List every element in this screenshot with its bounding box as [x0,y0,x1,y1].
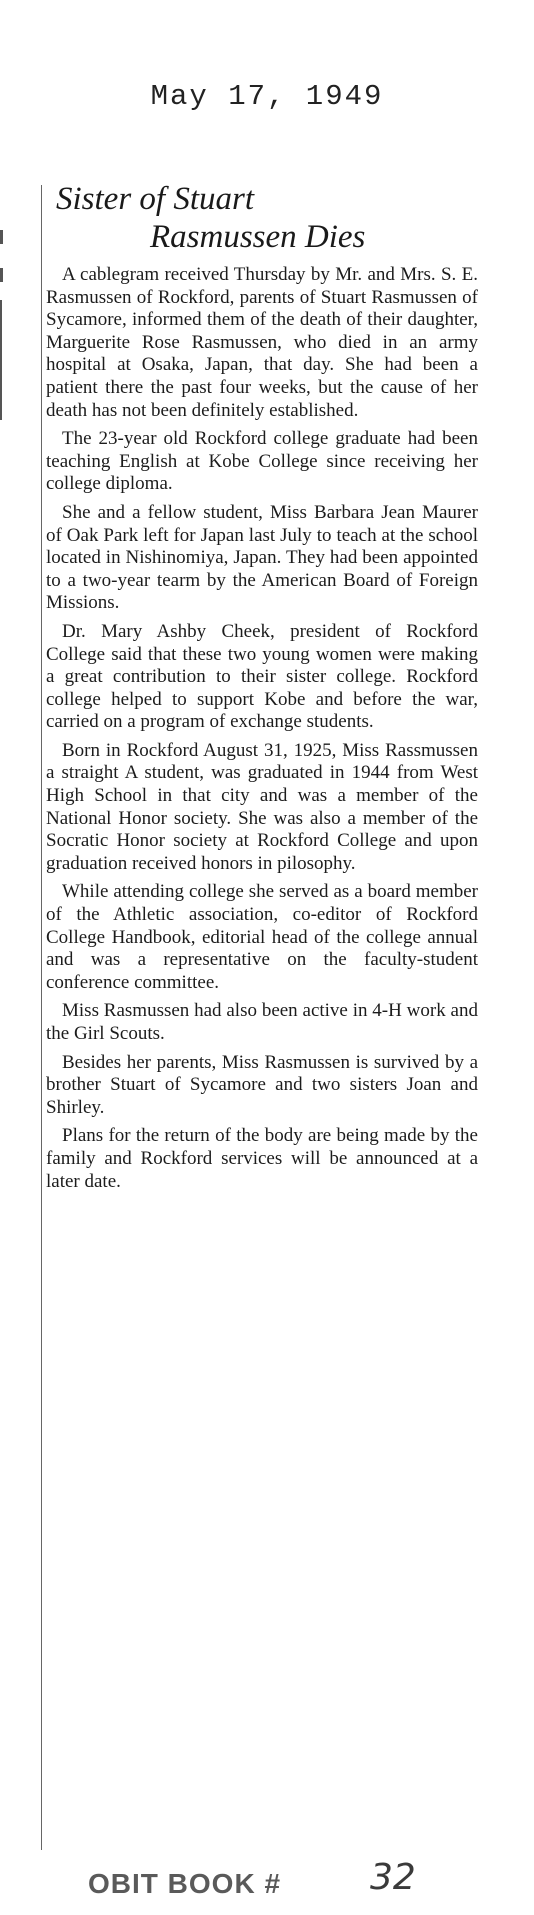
paragraph: While attending college she served as a board member of the Athletic association, co-editor of Rockford College Handbook, editorial head of the college annual and was a representative on the faculty-student conference committee. [46,881,478,993]
headline-line-2: Rasmussen Dies [150,219,366,255]
headline-line-1: Sister of Stuart [56,181,255,217]
article-body [46,264,478,1193]
newspaper-clipping [46,180,478,1199]
column-rule [41,185,42,1850]
clipping-date: May 17, 1949 [150,80,384,113]
paragraph: Dr. Mary Ashby Cheek, president of Rockford College said that these two young women were making a great contribution to their sister college. Rockford college helped to support Kobe and before the war, carried on a program of exchange students. [46,620,478,733]
scan-edge-mark [0,230,3,244]
paragraph: Miss Rasmussen had also been active in 4-H work and the Girl Scouts. [46,1000,478,1044]
paragraph: Plans for the return of the body are being made by the family and Rockford services will be announced at a later date. [46,1125,478,1192]
obit-book-number: 32 [370,1857,416,1898]
paragraph: A cablegram received Thursday by Mr. and Mrs. S. E. Rasmussen of Rockford, parents of Stuart Rasmussen of Sycamore, informed them of the death of their daughter, Marguerite Rose Rasmussen, who died in an army hospital at Osaka, Japan, that day. She had been a patient there the past four weeks, but the cause of her death has not been definitely established. [46,264,478,421]
paragraph: Born in Rockford August 31, 1925, Miss Rassmussen a straight A student, was graduated in 1944 from West High School in that city and was a member of the National Honor society. She was also a member of the Socratic Honor society at Rockford College and upon graduation received honors in pilosophy. [46,739,478,874]
headline [46,180,478,256]
paragraph: The 23-year old Rockford college graduate had been teaching English at Kobe College since receiving her college diploma. [46,428,478,495]
paragraph: Besides her parents, Miss Rasmussen is survived by a brother Stuart of Sycamore and two sisters Joan and Shirley. [46,1051,478,1118]
scan-edge-mark [0,268,3,282]
paragraph: She and a fellow student, Miss Barbara Jean Maurer of Oak Park left for Japan last July to teach at the school located in Nishinomiya, Japan. They had been appointed to a two-year tearm by the American Board of Foreign Missions. [46,501,478,614]
scan-edge-mark [0,300,2,420]
obit-book-stamp: OBIT BOOK # [88,1868,282,1899]
